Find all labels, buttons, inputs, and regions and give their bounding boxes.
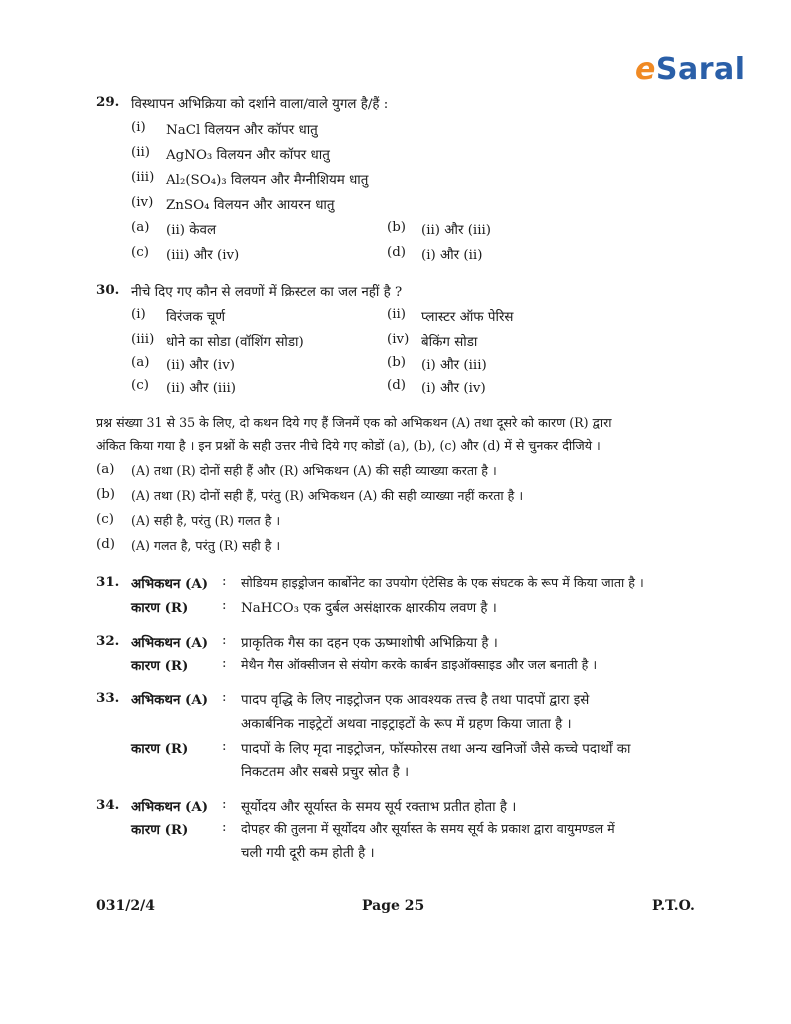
- question-30-number: 30.: [96, 282, 120, 298]
- colon: :: [222, 598, 227, 613]
- q29-option-text: AgNO₃ विलयन और कॉपर धातु: [166, 148, 330, 163]
- q29-option-roman: (iv): [131, 195, 154, 210]
- q30-option-roman: (i): [131, 307, 146, 322]
- q33-reason-line-1: पादपों के लिए मृदा नाइट्रोजन, फॉस्फोरस तथा अन्य खनिजों जैसे कच्चे पदार्थों का: [241, 742, 631, 757]
- q30-answer-text: (i) और (iv): [421, 381, 486, 396]
- reason-label: कारण (R): [131, 600, 189, 616]
- q29-answer-label: (d): [387, 245, 407, 260]
- reason-label: कारण (R): [131, 822, 189, 838]
- code-label: (b): [96, 487, 116, 502]
- q29-option-roman: (i): [131, 120, 146, 135]
- question-29-text: विस्थापन अभिक्रिया को दर्शाने वाला/वाले युगल है/हैं :: [131, 97, 389, 112]
- colon: :: [222, 690, 227, 705]
- reason-label: कारण (R): [131, 741, 189, 757]
- pto-label: P.T.O.: [652, 898, 695, 914]
- esaral-logo: eSaral: [635, 52, 746, 87]
- q33-reason-line-2: निकटतम और सबसे प्रचुर स्रोत है ।: [241, 765, 410, 780]
- q30-answer-text: (ii) और (iii): [166, 381, 236, 396]
- q32-assertion: प्राकृतिक गैस का दहन एक ऊष्माशोषी अभिक्रिया है ।: [241, 636, 498, 651]
- colon: :: [222, 820, 227, 835]
- q29-option-roman: (iii): [131, 170, 155, 185]
- q29-option-text: ZnSO₄ विलयन और आयरन धातु: [166, 198, 335, 213]
- q29-answer-text: (ii) और (iii): [421, 223, 491, 238]
- q29-answer-text: (iii) और (iv): [166, 248, 240, 263]
- instructions-line-2: अंकित किया गया है । इन प्रश्नों के सही उत्तर नीचे दिये गए कोडों (a), (b), (c) और (d) में से चुनकर दीजिये ।: [96, 438, 601, 453]
- assertion-label: अभिकथन (A): [131, 635, 209, 651]
- colon: :: [222, 656, 227, 671]
- q30-answer-label: (a): [131, 355, 150, 370]
- q30-answer-label: (d): [387, 378, 407, 393]
- code-label: (d): [96, 537, 116, 552]
- q30-answer-text: (ii) और (iv): [166, 358, 235, 373]
- colon: :: [222, 797, 227, 812]
- q34-reason-line-1: दोपहर की तुलना में सूर्योदय और सूर्यास्त के समय सूर्य के प्रकाश द्वारा वायुमण्डल में: [241, 821, 615, 836]
- q29-option-roman: (ii): [131, 145, 151, 160]
- q30-option-text: प्लास्टर ऑफ पेरिस: [421, 310, 514, 325]
- question-30-text: नीचे दिए गए कौन से लवणों में क्रिस्टल का जल नहीं है ?: [131, 285, 403, 300]
- code-text: (A) तथा (R) दोनों सही हैं और (R) अभिकथन (A) की सही व्याख्या करता है ।: [131, 463, 497, 478]
- q34-assertion: सूर्योदय और सूर्यास्त के समय सूर्य रक्ताभ प्रतीत होता है ।: [241, 800, 517, 815]
- code-text: (A) तथा (R) दोनों सही हैं, परंतु (R) अभिकथन (A) की सही व्याख्या नहीं करता है ।: [131, 488, 524, 503]
- page-number: Page 25: [362, 898, 425, 914]
- question-34-number: 34.: [96, 797, 120, 813]
- q29-answer-label: (c): [131, 245, 149, 260]
- q30-option-roman: (ii): [387, 307, 407, 322]
- q30-answer-text: (i) और (iii): [421, 358, 487, 373]
- q29-answer-text: (i) और (ii): [421, 248, 483, 263]
- q29-answer-label: (b): [387, 220, 407, 235]
- code-text: (A) सही है, परंतु (R) गलत है ।: [131, 513, 281, 528]
- q30-option-text: धोने का सोडा (वॉशिंग सोडा): [166, 335, 304, 350]
- q29-answer-text: (ii) केवल: [166, 223, 217, 238]
- colon: :: [222, 574, 227, 589]
- q30-option-text: बेकिंग सोडा: [421, 335, 478, 350]
- q34-reason-line-2: चली गयी दूरी कम होती है ।: [241, 846, 375, 861]
- code-label: (c): [96, 512, 114, 527]
- reason-label: कारण (R): [131, 658, 189, 674]
- q29-option-text: Al₂(SO₄)₃ विलयन और मैग्नीशियम धातु: [166, 173, 369, 188]
- assertion-label: अभिकथन (A): [131, 799, 209, 815]
- question-32-number: 32.: [96, 633, 120, 649]
- q31-assertion: सोडियम हाइड्रोजन कार्बोनेट का उपयोग एंटेसिड के एक संघटक के रूप में किया जाता है ।: [241, 575, 644, 590]
- colon: :: [222, 633, 227, 648]
- paper-code: 031/2/4: [96, 898, 155, 914]
- q31-reason: NaHCO₃ एक दुर्बल असंक्षारक क्षारकीय लवण है ।: [241, 601, 497, 616]
- q30-answer-label: (c): [131, 378, 149, 393]
- code-label: (a): [96, 462, 115, 477]
- colon: :: [222, 739, 227, 754]
- assertion-label: अभिकथन (A): [131, 576, 209, 592]
- question-33-number: 33.: [96, 690, 120, 706]
- code-text: (A) गलत है, परंतु (R) सही है ।: [131, 538, 281, 553]
- q30-option-roman: (iii): [131, 332, 155, 347]
- q32-reason: मेथैन गैस ऑक्सीजन से संयोग करके कार्बन डाइऑक्साइड और जल बनाती है ।: [241, 657, 598, 672]
- q30-option-roman: (iv): [387, 332, 410, 347]
- instructions-line-1: प्रश्न संख्या 31 से 35 के लिए, दो कथन दिये गए हैं जिनमें एक को अभिकथन (A) तथा दूसरे को कारण (R) द्वारा: [96, 415, 612, 430]
- question-29-number: 29.: [96, 94, 120, 110]
- q30-answer-label: (b): [387, 355, 407, 370]
- q29-answer-label: (a): [131, 220, 150, 235]
- q33-assertion-line-1: पादप वृद्धि के लिए नाइट्रोजन एक आवश्यक तत्त्व है तथा पादपों द्वारा इसे: [241, 693, 590, 708]
- assertion-label: अभिकथन (A): [131, 692, 209, 708]
- q33-assertion-line-2: अकार्बनिक नाइट्रेटों अथवा नाइट्राइटों के रूप में ग्रहण किया जाता है ।: [241, 717, 572, 732]
- q30-option-text: विरंजक चूर्ण: [166, 310, 226, 325]
- question-31-number: 31.: [96, 574, 120, 590]
- q29-option-text: NaCl विलयन और कॉपर धातु: [166, 123, 318, 138]
